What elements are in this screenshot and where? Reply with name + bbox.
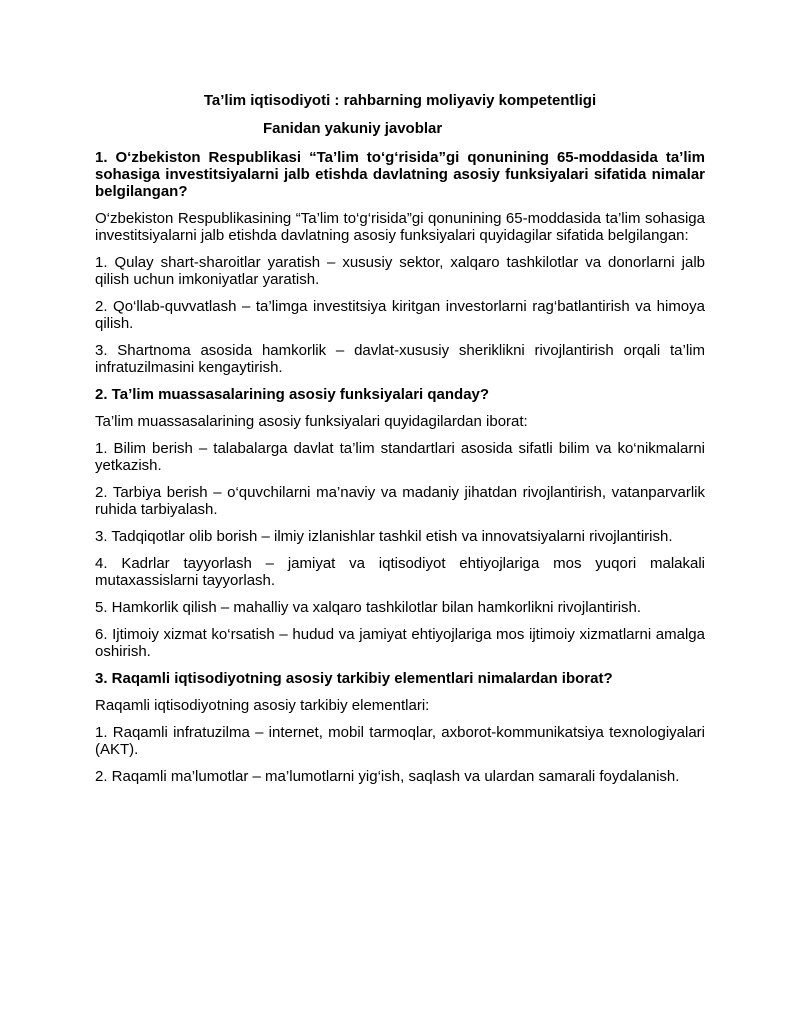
answer-1-item: 3. Shartnoma asosida hamkorlik – davlat-xususiy sheriklikni rivojlantirish orqali ta’lim infratuzilmasini kengaytirish. [95, 342, 705, 376]
answer-2-intro: Ta’lim muassasalarining asosiy funksiyalari quyidagilardan iborat: [95, 413, 528, 430]
answer-3-item: 2. Raqamli ma’lumotlar – ma’lumotlarni yig‘ish, saqlash va ulardan samarali foydalanish. [95, 768, 680, 785]
document-subtitle: Fanidan yakuniy javoblar [263, 120, 443, 137]
answer-2-item: 1. Bilim berish – talabalarga davlat ta’lim standartlari asosida sifatli bilim va ko‘nikmalarni yetkazish. [95, 440, 705, 474]
answer-2-item: 5. Hamkorlik qilish – mahalliy va xalqaro tashkilotlar bilan hamkorlikni rivojlantirish. [95, 599, 642, 616]
document-page [95, 92, 705, 795]
answer-2-item: 3. Tadqiqotlar olib borish – ilmiy izlanishlar tashkil etish va innovatsiyalarni rivojlantirish. [95, 528, 673, 545]
answer-2-item: 4. Kadrlar tayyorlash – jamiyat va iqtisodiyot ehtiyojlariga mos yuqori malakali mutaxassislarni tayyorlash. [95, 555, 705, 589]
answer-1-item: 1. Qulay shart-sharoitlar yaratish – xususiy sektor, xalqaro tashkilotlar va donorlarni jalb qilish uchun imkoniyatlar yaratish. [95, 254, 705, 288]
document-title: Ta’lim iqtisodiyoti : rahbarning moliyaviy kompetentligi [203, 92, 597, 109]
question-1: 1. O‘zbekiston Respublikasi “Ta’lim to‘g‘risida”gi qonunining 65-moddasida ta’lim sohasiga investitsiyalarni jalb etishda davlatning asosiy funksiyalari sifatida nimalar belgilangan? [95, 149, 705, 200]
answer-1-intro: O‘zbekiston Respublikasining “Ta’lim to‘g‘risida”gi qonunining 65-moddasida ta’lim sohasiga investitsiyalarni jalb etishda davlatning asosiy funksiyalari quyidagilar sifatida belgilangan: [95, 210, 705, 244]
answer-2-item: 2. Tarbiya berish – o‘quvchilarni ma’naviy va madaniy jihatdan rivojlantirish, vatanparvarlik ruhida tarbiyalash. [95, 484, 705, 518]
answer-3-item: 1. Raqamli infratuzilma – internet, mobil tarmoqlar, axborot-kommunikatsiya texnologiyalari (AKT). [95, 724, 705, 758]
question-3: 3. Raqamli iqtisodiyotning asosiy tarkibiy elementlari nimalardan iborat? [95, 670, 613, 687]
answer-2-item: 6. Ijtimoiy xizmat ko‘rsatish – hudud va jamiyat ehtiyojlariga mos ijtimoiy xizmatlarni amalga oshirish. [95, 626, 705, 660]
answer-3-intro: Raqamli iqtisodiyotning asosiy tarkibiy elementlari: [95, 697, 430, 714]
question-2: 2. Ta’lim muassasalarining asosiy funksiyalari qanday? [95, 386, 490, 403]
answer-1-item: 2. Qo‘llab-quvvatlash – ta’limga investitsiya kiritgan investorlarni rag‘batlantirish va himoya qilish. [95, 298, 705, 332]
